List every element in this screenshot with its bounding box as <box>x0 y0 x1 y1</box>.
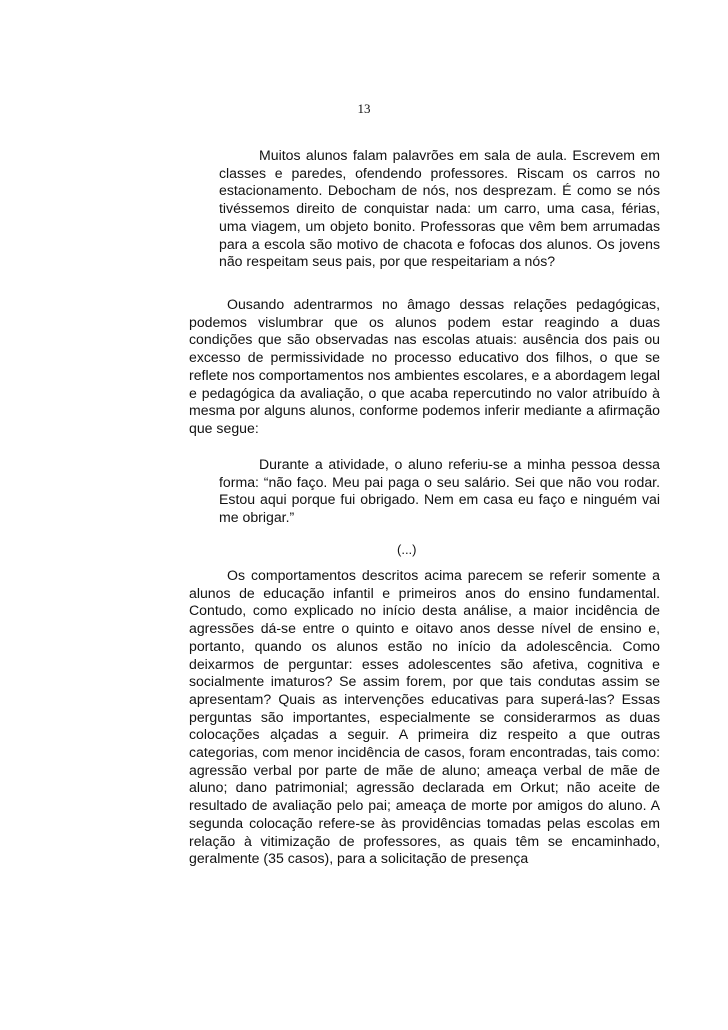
block-quote-teacher-complaints: Muitos alunos falam palavrões em sala de aula. Escrevem em classes e paredes, ofendendo professores. Riscam os carros no estacionamento. Debocham de nós, nos desprezam. É como se nós tivéssemos direito de conquistar nada: um carro, uma casa, férias, uma viagem, um objeto bonito. Professoras que vêm bem arrumadas para a escola são motivo de chacota e fofocas dos alunos. Os jovens não respeitam seus pais, por que respeitariam a nós? <box>219 147 660 270</box>
page-number: 13 <box>357 101 371 116</box>
body-paragraph-pedagogical-relations: Ousando adentrarmos no âmago dessas relações pedagógicas, podemos vislumbrar que os alunos podem estar reagindo a duas condições que são observadas nas escolas atuais: ausência dos pais ou excesso de permissividade no processo educativo dos filhos, o que se reflete nos comportamentos nos ambientes escolares, e a abordagem legal e pedagógica da avaliação, o que acaba repercutindo no valor atribuído à mesma por alguns alunos, conforme podemos inferir mediante a afirmação que segue: <box>189 296 660 436</box>
body-paragraph-behaviors: Os comportamentos descritos acima parecem se referir somente a alunos de educação infantil e primeiros anos do ensino fundamental. Contudo, como explicado no início desta análise, a maior incidência de agressões dá-se entre o quinto e oitavo anos desse nível de ensino e, portanto, quando os alunos estão no início da adolescência. Como deixarmos de perguntar: esses adolescentes são afetiva, cognitiva e socialmente imaturos? Se assim forem, por que tais condutas assim se apresentam? Quais as intervenções educativas para superá-las? Essas perguntas são importantes, especialmente se considerarmos as duas colocações alçadas a seguir. A primeira diz respeito a que outras categorias, com menor incidência de casos, foram encontradas, tais como: agressão verbal por parte de mãe de aluno; ameaça verbal de mãe de aluno; dano patrimonial; agressão declarada em Orkut; não aceite de resultado de avaliação pelo pai; ameaça de morte por amigos do aluno. A segunda colocação refere-se às providências tomadas pelas escolas em relação à vitimização de professores, as quais têm se encaminhado, geralmente (35 casos), para a solicitação de presença <box>189 567 660 867</box>
omission-ellipsis: (...) <box>397 542 417 557</box>
block-quote-student-statement: Durante a atividade, o aluno referiu-se a minha pessoa dessa forma: “não faço. Meu pai paga o seu salário. Sei que não vou rodar. Estou aqui porque fui obrigado. Nem em casa eu faço e ninguém vai me obrigar.” <box>219 456 660 526</box>
